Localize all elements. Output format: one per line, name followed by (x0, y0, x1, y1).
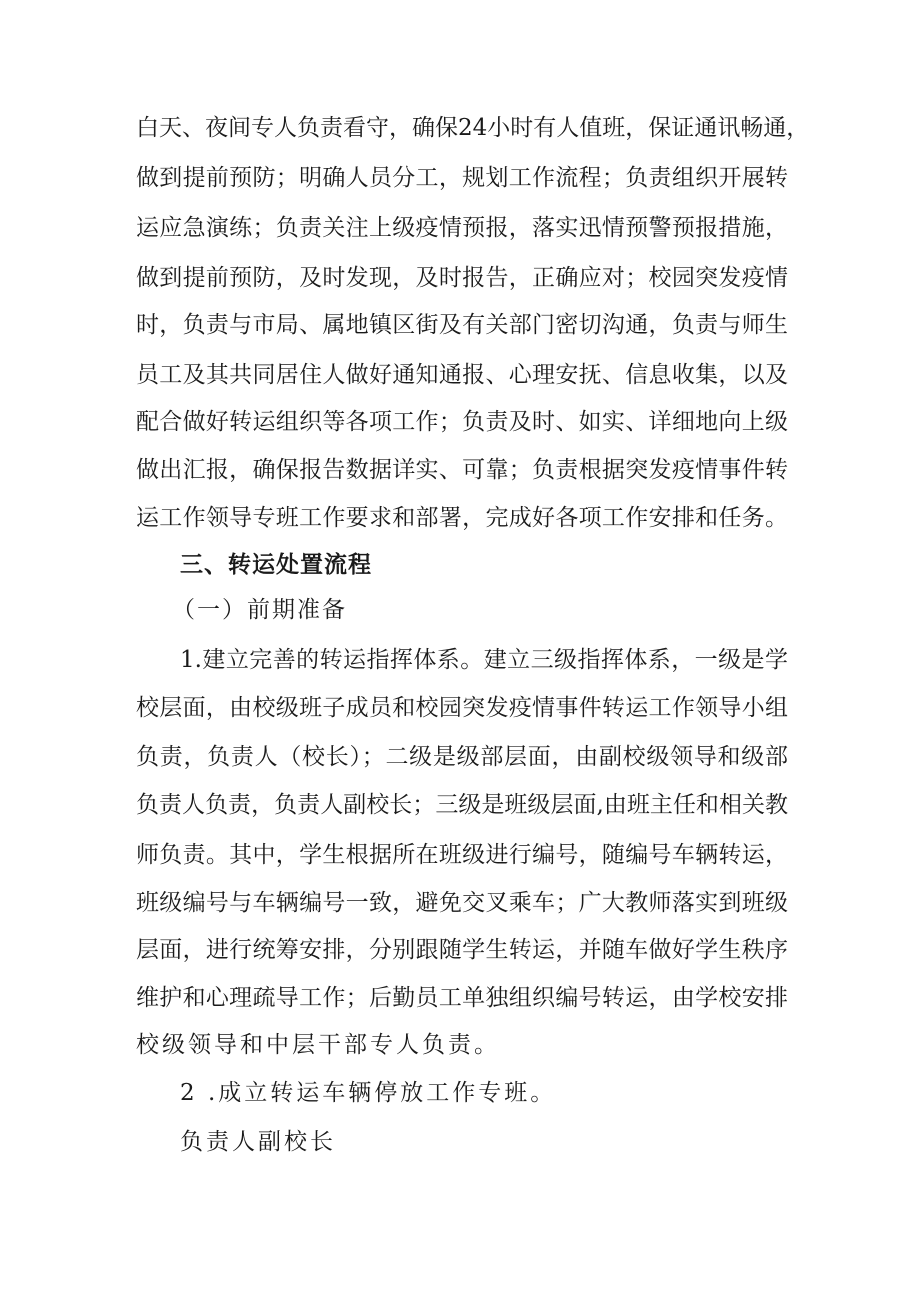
paragraph-line: 员工及其共同居住人做好通知通报、心理安抚、信息收集，以及 (136, 362, 788, 388)
item1-line: 负责人负责，负责人副校长；三级是班级层面,由班主任和相关教 (136, 792, 788, 818)
item1-line: 校层面，由校级班子成员和校园突发疫情事件转运工作领导小组 (136, 695, 788, 721)
paragraph-line: 做到提前预防；明确人员分工，规划工作流程；负责组织开展转 (136, 165, 788, 191)
item1-line: 层面，进行统筹安排，分别跟随学生转运，并随车做好学生秩序 (136, 937, 788, 963)
item1-line: 班级编号与车辆编号一致，避免交叉乘车；广大教师落实到班级 (136, 890, 788, 916)
item1-line: 师负责。其中，学生根据所在班级进行编号，随编号车辆转运， (136, 842, 788, 868)
paragraph-line: 运工作领导专班工作要求和部署，完成好各项工作安排和任务。 (136, 505, 788, 531)
subsection-heading: （一）前期准备 (172, 597, 347, 623)
item1-line: 维护和心理疏导工作；后勤员工单独组织编号转运，由学校安排 (136, 985, 788, 1011)
paragraph-line: 白天、夜间专人负责看守，确保24小时有人值班，保证通讯畅通， (136, 115, 810, 141)
section-heading: 三、转运处置流程 (180, 552, 372, 578)
item2-owner: 负责人副校长 (180, 1129, 336, 1155)
paragraph-line: 做到提前预防，及时发现，及时报告，正确应对；校园突发疫情 (136, 265, 788, 291)
paragraph-line: 时，负责与市局、属地镇区街及有关部门密切沟通，负责与师生 (136, 312, 788, 338)
paragraph-line: 配合做好转运组织等各项工作；负责及时、如实、详细地向上级 (136, 409, 788, 435)
item1-line: 1.建立完善的转运指挥体系。建立三级指挥体系，一级是学 (180, 647, 788, 673)
item1-line: 校级领导和中层干部专人负责。 (136, 1032, 500, 1058)
item1-line: 负责，负责人（校长）；二级是级部层面，由副校级领导和级部 (136, 744, 788, 770)
paragraph-line: 做出汇报，确保报告数据详实、可靠；负责根据突发疫情事件转 (136, 457, 788, 483)
paragraph-line: 运应急演练；负责关注上级疫情预报，落实迅情预警预报措施， (136, 215, 788, 241)
item2-title: 2 .成立转运车辆停放工作专班。 (180, 1080, 557, 1106)
